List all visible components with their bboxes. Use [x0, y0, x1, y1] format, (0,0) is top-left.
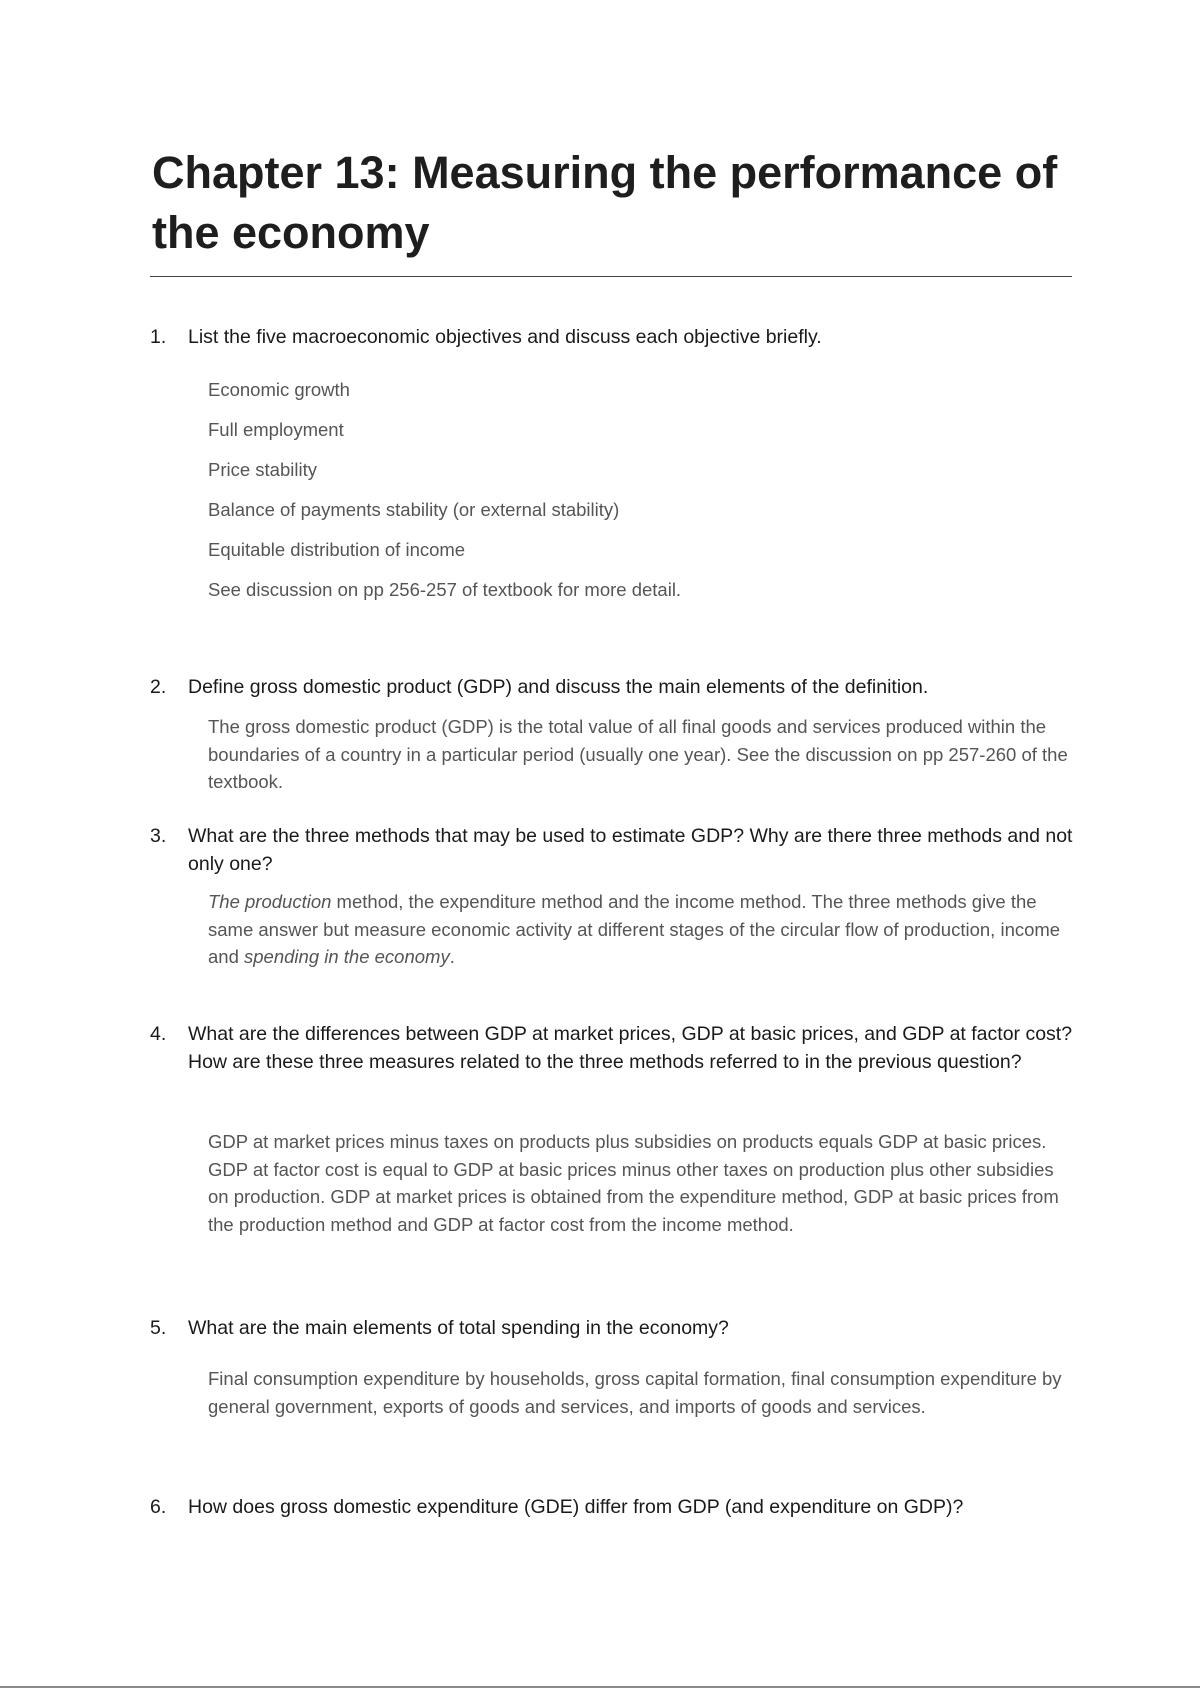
list-item: Balance of payments stability (or external stability) [208, 499, 620, 520]
list-item: Full employment [208, 419, 344, 440]
answer-5: Final consumption expenditure by households, gross capital formation, final consumption expenditure by general government, exports of goods and services, and imports of goods and services. [208, 1368, 1062, 1417]
question-2 [150, 673, 1080, 701]
list-item: Equitable distribution of income [208, 539, 466, 560]
answer-3-italic-c: spending in the economy [244, 946, 450, 967]
question-number: 5. [150, 1317, 167, 1339]
question-5 [150, 1314, 1080, 1342]
answer-3 [208, 888, 1078, 971]
question-text: Define gross domestic product (GDP) and discuss the main elements of the definition. [188, 676, 929, 698]
question-number: 4. [150, 1023, 167, 1045]
title-divider [150, 276, 1072, 277]
question-text: How does gross domestic expenditure (GDE) differ from GDP (and expenditure on GDP)? [188, 1496, 964, 1518]
answer-3-end: . [449, 946, 455, 967]
answer-4: GDP at market prices minus taxes on products plus subsidies on products equals GDP at basic prices. GDP at factor cost is equal to GDP at basic prices minus other taxes on production plus other subsidies on production. GDP at market prices is obtained from the expenditure method, GDP at basic prices from the production method and GDP at factor cost from the income method. [208, 1131, 1059, 1235]
question-number: 3. [150, 825, 167, 847]
question-3 [150, 822, 1080, 878]
question-text: What are the main elements of total spending in the economy? [188, 1317, 729, 1339]
question-6 [150, 1493, 1080, 1521]
list-item: See discussion on pp 256-257 of textbook for more detail. [208, 579, 682, 600]
question-text: List the five macroeconomic objectives and discuss each objective briefly. [188, 326, 822, 348]
question-number: 2. [150, 676, 167, 698]
question-4 [150, 1020, 1080, 1076]
list-item: Economic growth [208, 379, 350, 400]
answer-2: The gross domestic product (GDP) is the total value of all final goods and services produced within the boundaries of a country in a particular period (usually one year). See the discussion on pp 257-260 of the textbook. [208, 716, 1068, 792]
answer-3-text: method, the expenditure method and the income method. The three methods give the same answer but measure economic activity at different stages of the circular flow of production, income and [208, 891, 1061, 967]
question-number: 1. [150, 326, 167, 348]
list-item: Price stability [208, 459, 317, 480]
question-1 [150, 323, 1080, 351]
question-number: 6. [150, 1496, 167, 1518]
answer-3-italic-a: The production [208, 891, 332, 912]
page-bottom-edge [0, 1686, 1200, 1688]
question-text: What are the differences between GDP at market prices, GDP at basic prices, and GDP at factor cost? How are these three measures related to the three methods referred to in the previous question? [188, 1023, 1073, 1073]
chapter-title: Chapter 13: Measuring the performance of the economy [152, 147, 1058, 258]
objectives-list [208, 377, 681, 617]
question-text: What are the three methods that may be used to estimate GDP? Why are there three methods and not only one? [188, 825, 1073, 875]
